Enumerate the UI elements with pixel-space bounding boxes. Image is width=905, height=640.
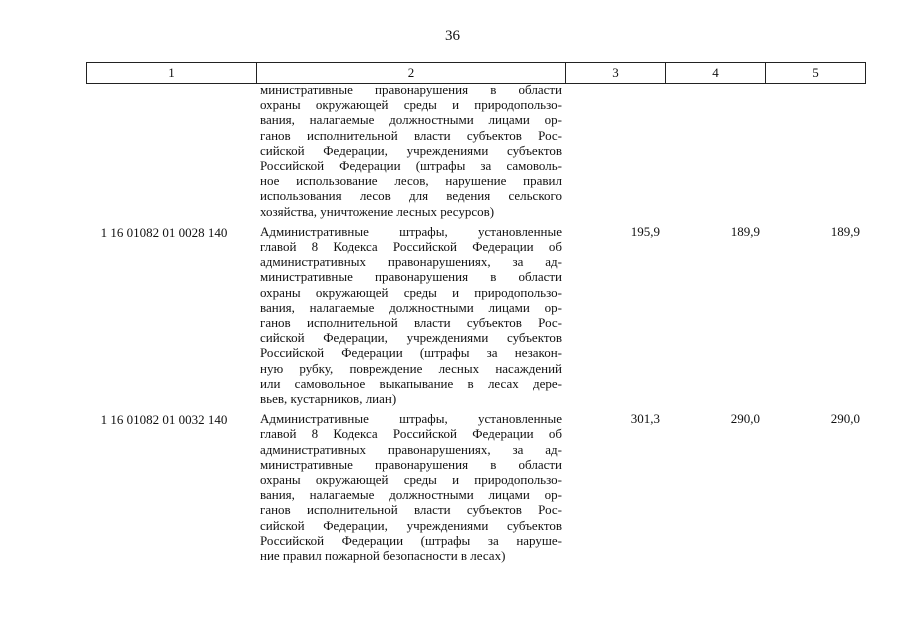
description-line: или самовольное выкапывание в лесах дере-: [260, 375, 562, 391]
row-description: [256, 224, 565, 406]
description-line: ганов исполнительной власти субъектов Рос-: [260, 315, 562, 331]
page-number: 36: [445, 28, 460, 44]
row-code: 1 16 01082 01 0028 140: [100, 224, 228, 240]
description-line: хозяйства, уничтожение лесных ресурсов): [260, 203, 495, 219]
row-description: [256, 82, 565, 219]
description-line: ное использование лесов, нарушение правил: [260, 173, 562, 189]
column-header-4: 4: [666, 63, 766, 84]
row-value-3: 301,3: [630, 411, 660, 427]
row-code: 1 16 01082 01 0032 140: [100, 412, 228, 428]
description-line: Российской Федерации (штрафы за самоволь-: [260, 158, 562, 174]
description-line: вьев, кустарников, лиан): [260, 391, 397, 407]
description-line: ную рубку, повреждение лесных насаждений: [260, 360, 562, 376]
description-line: административных правонарушениях, за ад-: [260, 254, 562, 270]
description-line: сийской Федерации, учреждениями субъектов: [260, 330, 562, 346]
table-row: [86, 411, 865, 563]
description-line: Российской Федерации (штрафы за наруше-: [260, 532, 562, 548]
description-line: вания, налагаемые должностными лицами ор-: [260, 487, 562, 503]
description-line: охраны окружающей среды и природопользо-: [260, 284, 562, 300]
description-line: вания, налагаемые должностными лицами ор-: [260, 299, 562, 315]
row-value-4: 290,0: [730, 411, 760, 427]
description-line: министративные правонарушения в области: [260, 82, 562, 97]
table-body: [86, 82, 865, 568]
column-header-1: 1: [87, 63, 257, 84]
row-value-4: [665, 82, 765, 219]
row-value-3: 195,9: [630, 223, 660, 239]
description-line: охраны окружающей среды и природопользо-: [260, 97, 562, 113]
description-line: главой 8 Кодекса Российской Федерации об: [260, 426, 562, 442]
description-line: Административные штрафы, установленные: [260, 223, 562, 239]
row-value-3: [565, 82, 665, 219]
row-code: [86, 82, 256, 219]
description-line: министративные правонарушения в области: [260, 456, 562, 472]
column-header-5: 5: [766, 63, 866, 84]
description-line: сийской Федерации, учреждениями субъектов: [260, 142, 562, 158]
description-line: Административные штрафы, установленные: [260, 411, 562, 427]
description-line: ганов исполнительной власти субъектов Рос-: [260, 502, 562, 518]
column-header-3: 3: [566, 63, 666, 84]
description-line: вания, налагаемые должностными лицами ор-: [260, 112, 562, 128]
column-header-table: [86, 62, 866, 84]
description-line: ние правил пожарной безопасности в лесах): [260, 548, 506, 564]
table-row: [86, 224, 865, 406]
row-description: [256, 411, 565, 563]
description-line: министративные правонарушения в области: [260, 269, 562, 285]
description-line: Российской Федерации (штрафы за незакон-: [260, 345, 562, 361]
table-row: [86, 82, 865, 219]
description-line: охраны окружающей среды и природопользо-: [260, 472, 562, 488]
description-line: ганов исполнительной власти субъектов Рос-: [260, 127, 562, 143]
description-line: сийской Федерации, учреждениями субъектов: [260, 517, 562, 533]
row-value-5: 290,0: [830, 411, 860, 427]
row-value-5: [765, 82, 865, 219]
column-header-row: [87, 63, 866, 84]
row-value-4: 189,9: [730, 223, 760, 239]
column-header-2: 2: [257, 63, 566, 84]
description-line: главой 8 Кодекса Российской Федерации об: [260, 239, 562, 255]
description-line: использования лесов для ведения сельского: [260, 188, 562, 204]
description-line: административных правонарушениях, за ад-: [260, 441, 562, 457]
row-value-5: 189,9: [830, 223, 860, 239]
